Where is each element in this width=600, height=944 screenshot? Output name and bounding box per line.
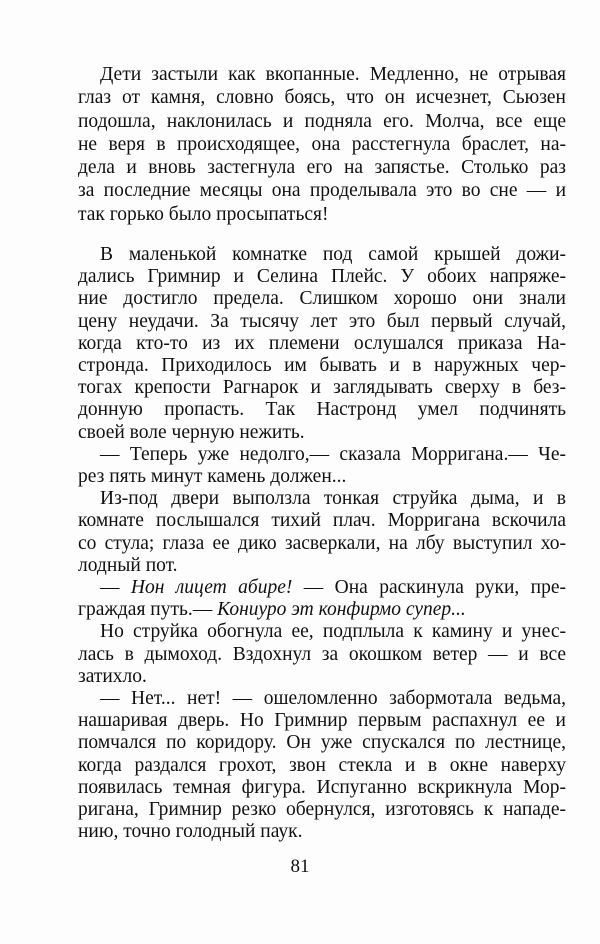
text-line: за последние месяцы она проделывала это во сне — и — [78, 180, 566, 202]
section-2-text — [78, 244, 566, 843]
text-line: нию, точно голодный паук. — [78, 821, 303, 843]
paragraph — [78, 488, 566, 577]
text-line: ригана, Гримнир резко обернулся, изготовясь к нападе- — [78, 799, 566, 821]
paragraph — [78, 63, 566, 226]
text-line — [78, 577, 566, 599]
text-segment: — — [100, 577, 131, 599]
text-line: Дети застыли как вкопанные. Медленно, не отрывая — [100, 64, 566, 85]
text-line: донную пропасть. Так Настронд умел подчинять — [78, 399, 566, 421]
text-line: своей воле черную нежить. — [78, 421, 305, 443]
text-line: ние достигло предела. Слишком хорошо они знали — [78, 288, 566, 310]
text-line: — Теперь уже недолго,— сказала Морригана.— Че- — [100, 443, 566, 465]
text-line: когда раздался грохот, звон стекла и в окне наверху — [78, 754, 566, 776]
paragraph — [78, 244, 566, 444]
text-line: комнате послышался тихий плач. Морригана вскочила — [78, 510, 566, 532]
section-1-text — [78, 63, 566, 226]
text-line: появилась темная фигура. Испуганно вскрикнула Мор- — [78, 776, 566, 798]
text-line: Из-под двери выползла тонкая струйка дыма, и в — [100, 488, 566, 510]
paragraph — [78, 688, 566, 843]
text-line: помчался по коридору. Он уже спускался по лестнице, — [78, 732, 566, 754]
text-line: затихло. — [78, 665, 147, 687]
page-number: 81 — [290, 856, 310, 877]
italic-text: Нон лицет абире! — [130, 577, 293, 599]
text-line: стронда. Приходилось им бывать и в наружных чер- — [78, 355, 566, 377]
text-line: дались Гримнир и Селина Плейс. У обоих напряже- — [78, 266, 566, 288]
text-line: так горько было просыпаться! — [78, 203, 329, 225]
text-line: рез пять минут камень должен... — [78, 466, 347, 488]
text-line: со стула; глаза ее дико засверкали, на лбу выступил хо- — [78, 532, 566, 554]
paragraph — [78, 444, 566, 488]
text-line: дела и вновь застегнула его на запястье. Столько раз — [78, 157, 566, 179]
text-line: нашаривая дверь. Но Гримнир первым распахнул ее и — [78, 710, 566, 732]
text-line: не веря в происходящее, она расстегнула браслет, на- — [78, 133, 566, 155]
text-line: лодный пот. — [78, 554, 178, 576]
text-line: когда кто-то из их племени ослушался приказа На- — [78, 332, 566, 354]
text-line: — Нет... нет! — ошеломленно забормотала ведьма, — [100, 688, 566, 710]
text-line: лась в дымоход. Вздохнул за окошком ветер — и все — [78, 643, 566, 665]
text-line: В маленькой комнатке под самой крышей дожи- — [100, 244, 566, 265]
text-line: глаз от камня, словно боясь, что он исчезнет, Сьюзен — [78, 87, 566, 109]
italic-text: Кониуро эт конфирмо супер... — [217, 599, 466, 621]
text-segment: — Она раскинула руки, пре- — [292, 577, 567, 599]
paragraph — [78, 621, 566, 688]
text-line: цену неудачи. За тысячу лет это был первый случай, — [78, 310, 566, 332]
text-segment: граждая путь.— — [78, 599, 218, 621]
text-line: тогах крепости Рагнарок и заглядывать сверху в без- — [78, 377, 566, 399]
paragraph — [78, 577, 566, 621]
text-line: подошла, наклонилась и подняла его. Молча, все еще — [78, 110, 566, 132]
text-line — [78, 599, 566, 621]
text-line: Но струйка обогнула ее, подплыла к камину и унес- — [100, 621, 566, 643]
